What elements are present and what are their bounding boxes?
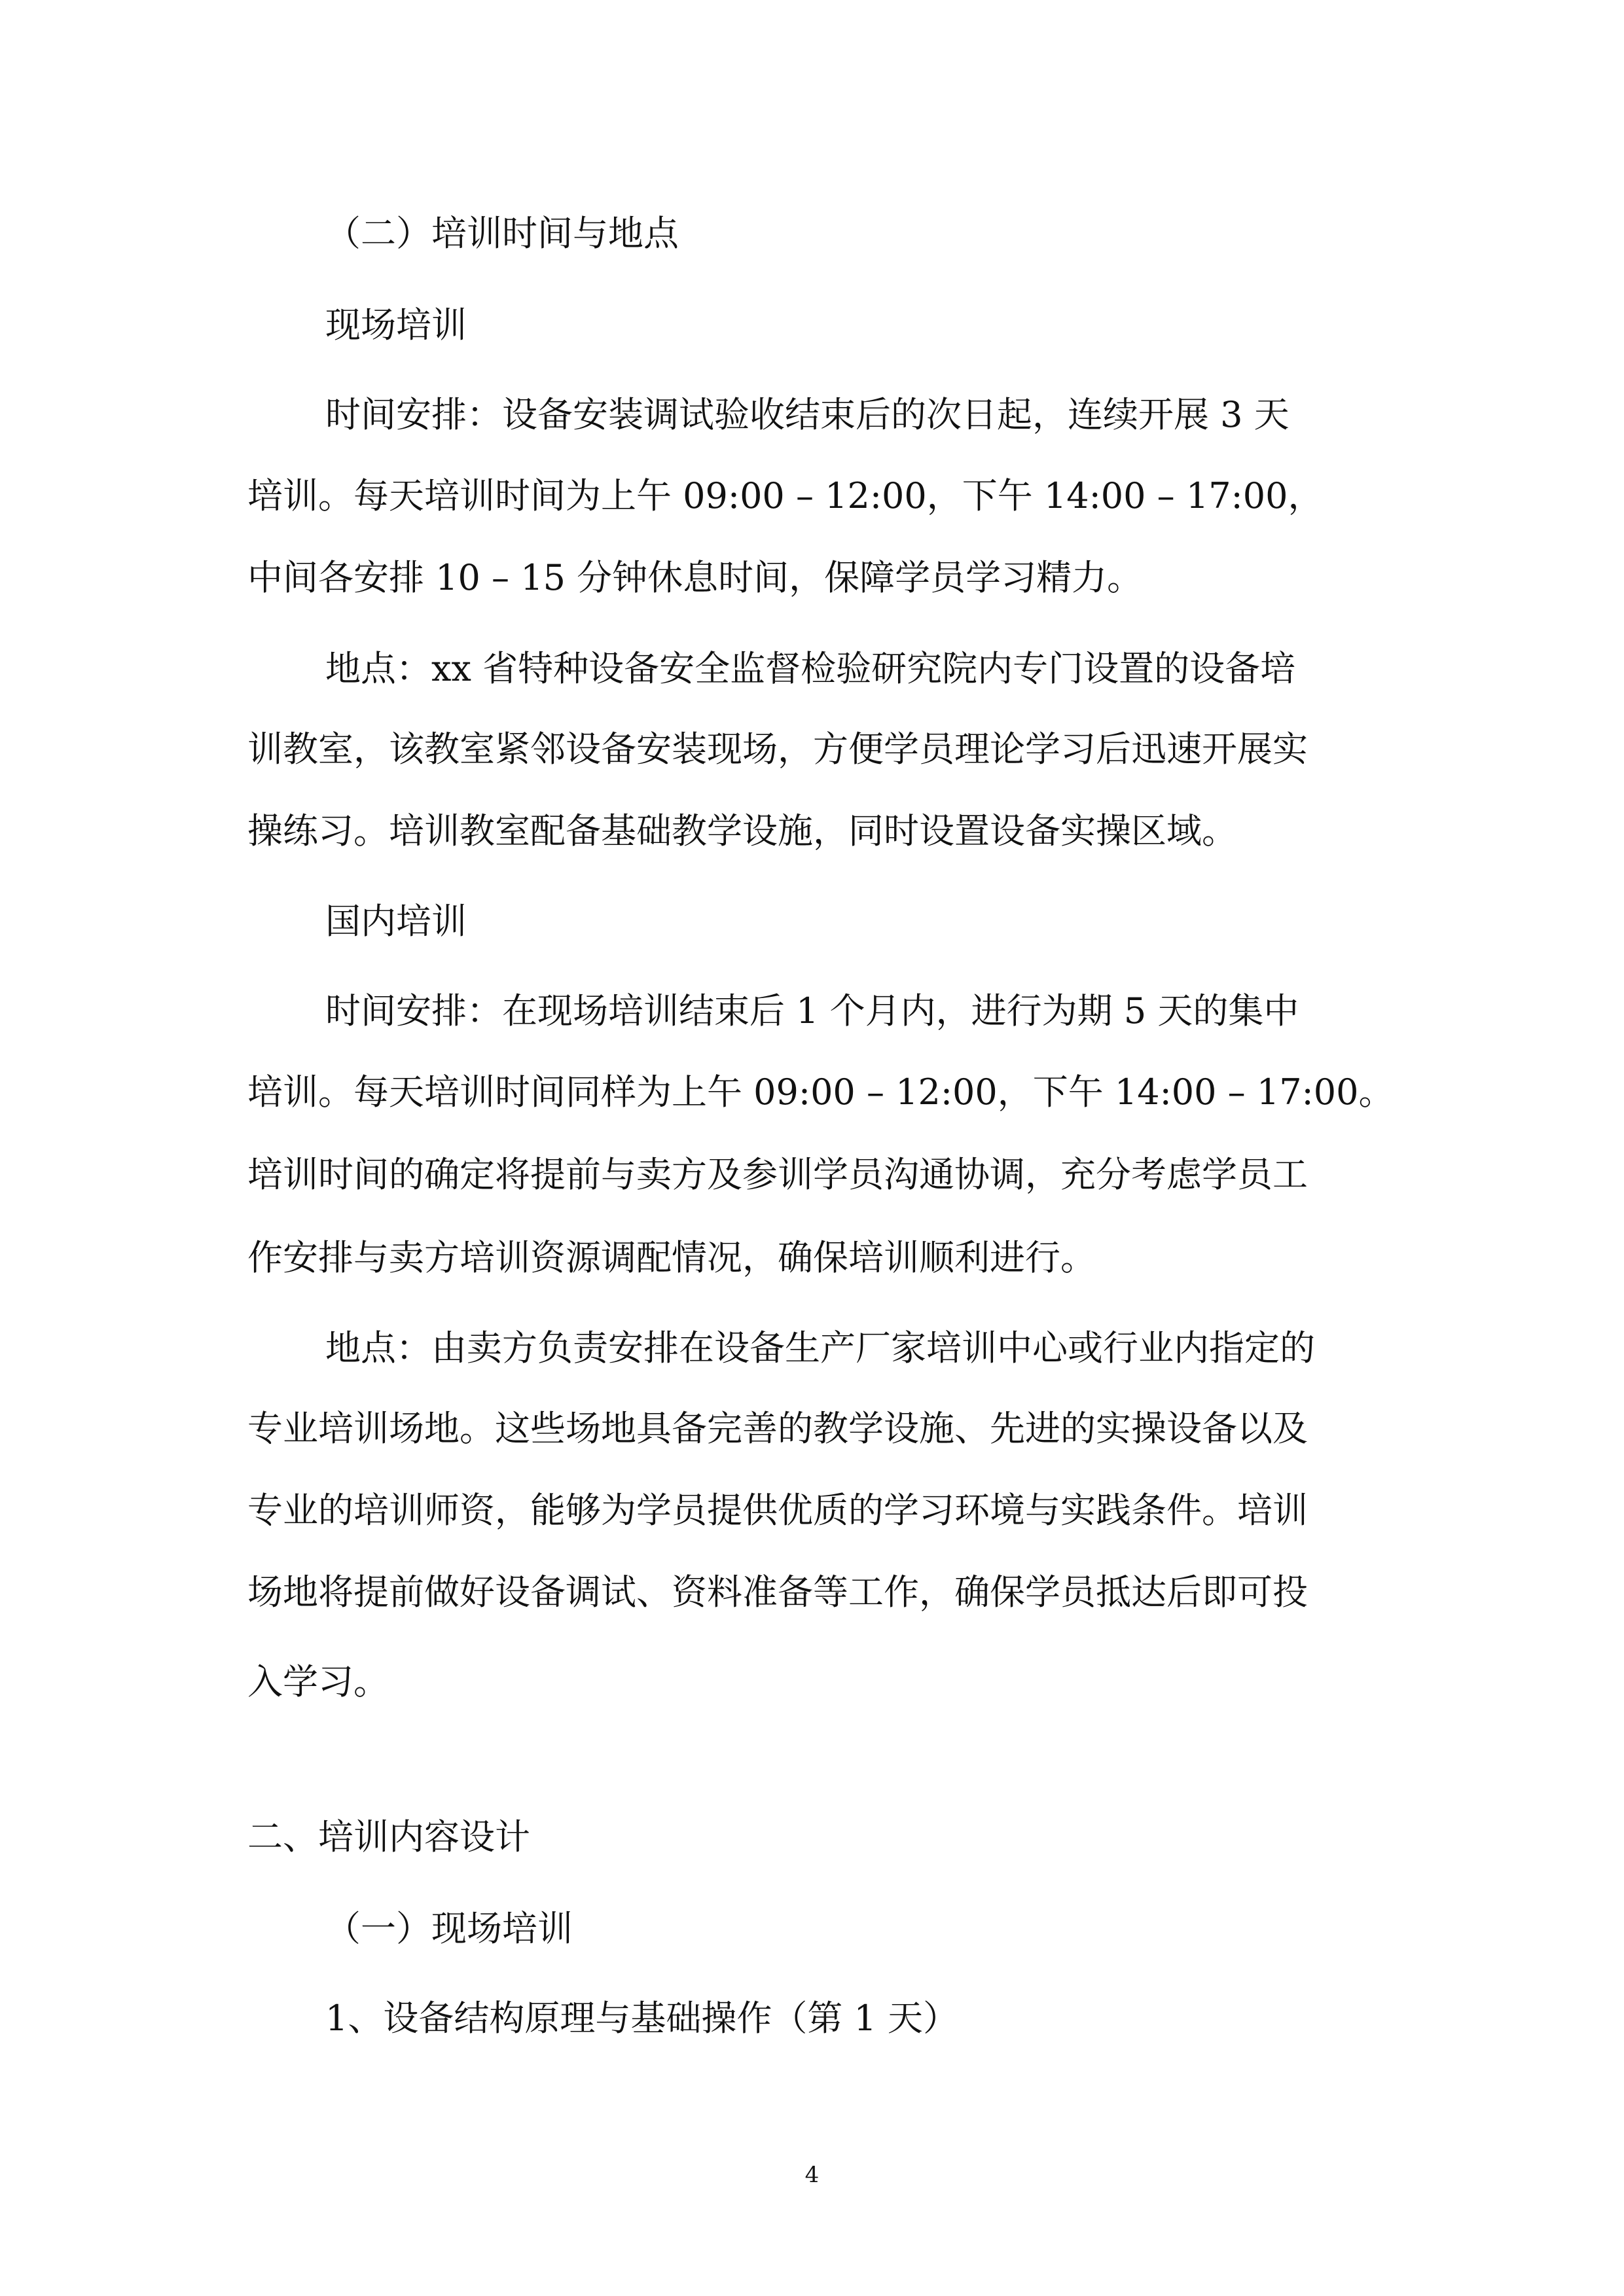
onsite-schedule-line: 时间安排：设备安装调试验收结束后的次日起，连续开展 3 天 — [325, 394, 1290, 435]
domestic-schedule-line: 培训时间的确定将提前与卖方及参训学员沟通协调，充分考虑学员工 — [247, 1154, 1308, 1195]
subsection-heading-onsite: （一）现场培训 — [325, 1908, 573, 1949]
onsite-location-line: 地点：xx 省特种设备安全监督检验研究院内专门设置的设备培 — [325, 648, 1296, 689]
section-heading-content-design: 二、培训内容设计 — [247, 1816, 530, 1857]
domestic-location-line: 地点：由卖方负责安排在设备生产厂家培训中心或行业内指定的 — [325, 1327, 1315, 1369]
onsite-schedule-line: 培训。每天培训时间为上午 09:00 – 12:00，下午 14:00 – 17:00， — [247, 475, 1324, 516]
onsite-schedule-line: 中间各安排 10 – 15 分钟休息时间，保障学员学习精力。 — [247, 557, 1143, 598]
onsite-training-title: 现场培训 — [325, 304, 467, 346]
domestic-location-line: 场地将提前做好设备调试、资料准备等工作，确保学员抵达后即可投 — [247, 1571, 1308, 1613]
onsite-location-line: 操练习。培训教室配备基础教学设施，同时设置设备实操区域。 — [247, 810, 1237, 852]
domestic-schedule-line: 时间安排：在现场培训结束后 1 个月内，进行为期 5 天的集中 — [325, 990, 1299, 1031]
domestic-location-line: 入学习。 — [247, 1661, 389, 1702]
domestic-training-title: 国内培训 — [325, 901, 467, 942]
onsite-location-line: 训教室，该教室紧邻设备安装现场，方便学员理论学习后迅速开展实 — [247, 728, 1308, 770]
section-heading-time-place: （二）培训时间与地点 — [325, 213, 679, 254]
content-item-1: 1、设备结构原理与基础操作（第 1 天） — [325, 1998, 959, 2039]
domestic-schedule-line: 作安排与卖方培训资源调配情况，确保培训顺利进行。 — [247, 1237, 1096, 1278]
page-number: 4 — [804, 2162, 820, 2188]
domestic-location-line: 专业培训场地。这些场地具备完善的教学设施、先进的实操设备以及 — [247, 1408, 1308, 1449]
domestic-location-line: 专业的培训师资，能够为学员提供优质的学习环境与实践条件。培训 — [247, 1490, 1308, 1531]
domestic-schedule-line: 培训。每天培训时间同样为上午 09:00 – 12:00，下午 14:00 – 17:00。 — [247, 1071, 1394, 1113]
